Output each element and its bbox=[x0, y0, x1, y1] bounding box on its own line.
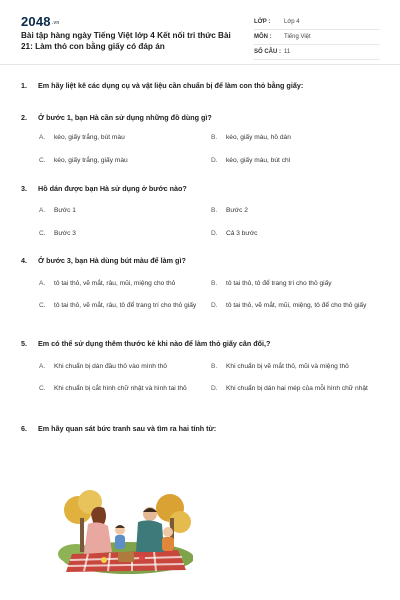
option-d[interactable]: D. Khi chuẩn bị dán hai mép của mỗi hình chữ nhật bbox=[211, 385, 368, 392]
meta-row-subject: MÔN : Tiếng Việt bbox=[254, 30, 380, 45]
question-6: 6. Em hãy quan sát bức tranh sau và tìm ra hai tính từ: bbox=[21, 424, 217, 433]
question-1: 1. Em hãy liệt kê các dụng cụ và vật liệu cần chuẩn bị để làm con thỏ bằng giấy: bbox=[21, 81, 304, 90]
option-a[interactable]: A. Khi chuẩn bị dán đầu thỏ vào mình thỏ bbox=[39, 363, 167, 370]
option-b[interactable]: B. Khi chuẩn bị vẽ mắt thỏ, mũi và miệng thỏ bbox=[211, 363, 349, 370]
question-5: 5. Em có thể sử dụng thêm thước kẻ khi nào để làm thỏ giấy cân đối,? A. Khi chuẩn bị dán đầu thỏ vào mình thỏ B. Khi chuẩn bị vẽ mắt thỏ, mũi và miệng thỏ C. Khi chuẩn bị cắt hình chữ nhật và hình tai thỏ D. Khi chuẩn bị dán hai mép của mỗi hình chữ nhật bbox=[21, 339, 381, 349]
header bbox=[0, 0, 400, 65]
option-d[interactable]: D. kéo, giấy màu, bút chì bbox=[211, 157, 291, 164]
option-c[interactable]: C. Khi chuẩn bị cắt hình chữ nhật và hình tai thỏ bbox=[39, 385, 187, 392]
option-a[interactable]: A. tô tai thỏ, vẽ mắt, râu, mũi, miệng cho thỏ bbox=[39, 280, 176, 287]
question-4: 4. Ở bước 3, bạn Hà dùng bút màu để làm gì? A. tô tai thỏ, vẽ mắt, râu, mũi, miệng cho thỏ B. tô tai thỏ, tô để trang trí cho thỏ giấy C. tô tai thỏ, vẽ mắt, râu, tô để trang trí cho thỏ giấy D. tô tai thỏ, vẽ mắt, mũi, miệng, tô để cho thỏ giấy bbox=[21, 256, 381, 266]
option-b[interactable]: B. Bước 2 bbox=[211, 207, 248, 214]
meta-row-grade: LỚP : Lớp 4 bbox=[254, 15, 380, 30]
site-logo[interactable]: 2048.vn bbox=[21, 14, 60, 29]
meta-info bbox=[254, 15, 380, 60]
option-b[interactable]: B. tô tai thỏ, tô để trang trí cho thỏ giấy bbox=[211, 280, 332, 287]
option-c[interactable]: C. Bước 3 bbox=[39, 230, 76, 237]
option-c[interactable]: C. kéo, giấy trắng, giấy màu bbox=[39, 157, 128, 164]
question-3: 3. Hồ dán được bạn Hà sử dụng ở bước nào? A. Bước 1 B. Bước 2 C. Bước 3 D. Cả 3 bước bbox=[21, 184, 381, 194]
option-a[interactable]: A. kéo, giấy trắng, bút màu bbox=[39, 134, 125, 141]
option-b[interactable]: B. kéo, giấy màu, hồ dán bbox=[211, 134, 291, 141]
option-c[interactable]: C. tô tai thỏ, vẽ mắt, râu, tô để trang trí cho thỏ giấy bbox=[39, 302, 197, 309]
option-d[interactable]: D. tô tai thỏ, vẽ mắt, mũi, miệng, tô để cho thỏ giấy bbox=[211, 302, 367, 309]
option-a[interactable]: A. Bước 1 bbox=[39, 207, 76, 214]
meta-row-count: SỐ CÂU : 11 bbox=[254, 45, 380, 60]
page-title: Bài tập hàng ngày Tiếng Việt lớp 4 Kết nối tri thức Bài 21: Làm thỏ con bằng giấy có đáp án bbox=[21, 31, 231, 51]
question-2: 2. Ở bước 1, bạn Hà cần sử dụng những đồ dùng gì? A. kéo, giấy trắng, bút màu B. kéo, giấy màu, hồ dán C. kéo, giấy trắng, giấy màu D. kéo, giấy màu, bút chì bbox=[21, 113, 381, 123]
family-picnic-illustration bbox=[58, 474, 193, 576]
option-d[interactable]: D. Cả 3 bước bbox=[211, 230, 258, 237]
